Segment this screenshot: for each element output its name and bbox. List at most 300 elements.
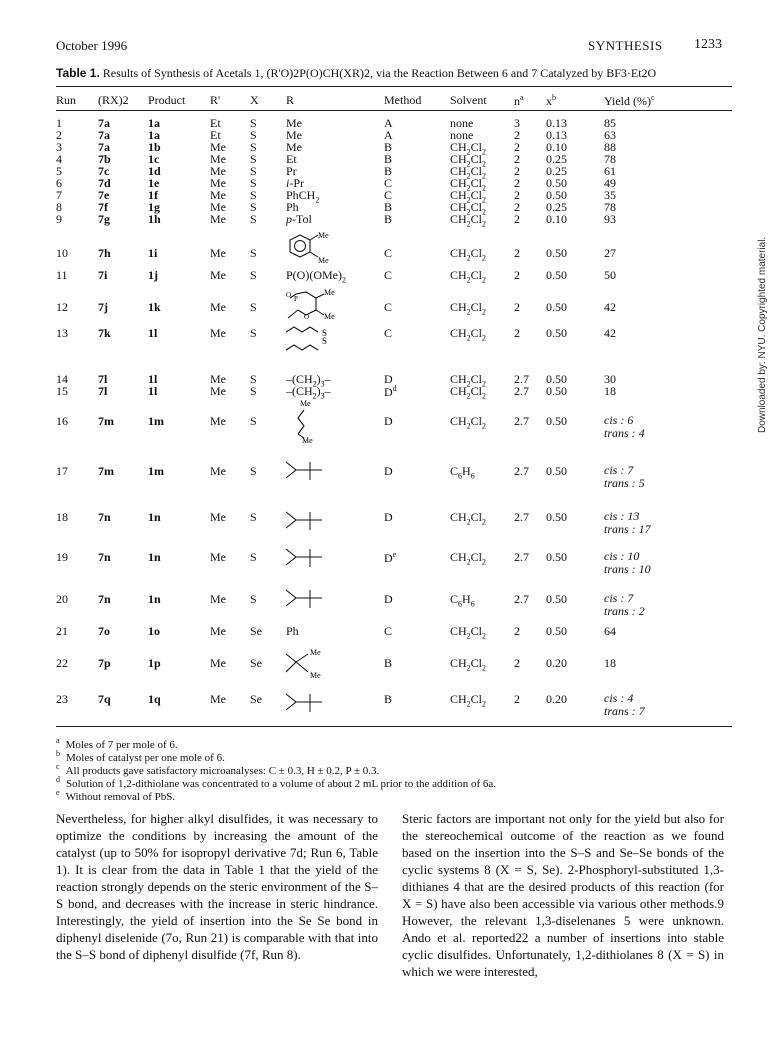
table-cell-solv: $C_6H_6$ [450,464,475,481]
table-cell-prod: 1m [148,464,164,478]
table-cell-yield: 88 [604,140,616,154]
column-header-label: Method [384,93,422,107]
running-header-date: October 1996 [56,38,128,53]
table-cell-n: 2.7 [514,414,529,428]
structure-label: O [286,291,292,299]
table-cell-x: S [250,200,257,214]
table-cell-run: 22 [56,656,68,670]
table-cell-rx: 7e [98,188,110,202]
table-cell-r: Me [286,128,302,142]
table-cell-xv: 0.20 [546,656,567,670]
table-cell-method: D [384,372,393,386]
footnote-mark: c [56,762,60,771]
table-cell-xv: 0.50 [546,510,567,524]
table-cell-x: Se [250,656,262,670]
table-cell-yield: 18 [604,656,616,670]
table-cell-yield: 93 [604,212,616,226]
structure-tbu-17 [284,458,328,484]
running-header-journal: SYNTHESIS [588,38,663,53]
table-cell-r: PhCH$_2$ [286,188,320,205]
table-cell-solv: $CH_2Cl_2$ [450,188,487,205]
table-cell-n: 2 [514,268,520,282]
table-cell-yield: 42 [604,300,616,314]
table-cell-method: C [384,268,393,282]
table-cell-n: 2 [514,164,520,178]
structure-label: Me [310,671,321,680]
table-cell-yield: 64 [604,624,616,638]
table-cell-run: 5 [56,164,62,178]
column-header: $x^b$ [546,93,556,108]
table-cell-x: Se [250,692,262,706]
table-cell-r: $P(O)(OMe)_2$ [286,268,346,285]
column-header-label: Yield (%) [604,94,651,108]
table-cell-solv: $CH_2Cl_2$ [450,152,487,169]
table-cell-prod: 1d [148,164,161,178]
table-cell-yield: 27 [604,246,616,260]
table-cell-yield: 61 [604,164,616,178]
table-cell-solv: $CH_2Cl_2$ [450,656,487,673]
column-header [210,93,220,108]
structure-tbu-18 [284,508,328,534]
table-cell-rp: Me [210,624,226,638]
column-header-label: R [286,93,295,107]
table-cell-rx: 7g [98,212,110,226]
footnote-text: Solution of 1,2-dithiolane was concentrated to a volume of about 2 mL prior to the addition of 6a. [66,777,497,790]
table-cell-rx: 7h [98,246,111,260]
table-cell-solv: $CH_2Cl_2$ [450,212,487,229]
table-cell-run: 3 [56,140,62,154]
table-cell-x: Se [250,624,262,638]
footnote-mark: e [56,788,60,797]
table-cell-run: 7 [56,188,62,202]
table-cell-xv: 0.50 [546,372,567,386]
table-cell-solv: $CH_2Cl_2$ [450,200,487,217]
table-head-rule [56,110,732,111]
table-cell-r: Ph [286,200,299,214]
structure-label: O [304,313,310,321]
structure-tbu-23 [284,690,328,716]
table-cell-n: 2 [514,176,520,190]
table-cell-yield: 42 [604,326,616,340]
table-cell-yield: 85 [604,116,616,130]
table-cell-rp: Me [210,372,226,386]
column-header [450,93,487,108]
table-cell-rx: 7d [98,176,111,190]
table-cell-yield: 35 [604,188,616,202]
table-cell-rp: Me [210,464,226,478]
table-cell-n: 2.7 [514,464,529,478]
table-cell-xv: 0.50 [546,550,567,564]
table-cell-r: Pr [286,164,297,178]
table-cell-run: 23 [56,692,68,706]
table-cell-yield: 30 [604,372,616,386]
table-cell-n: 2.7 [514,384,529,398]
table-cell-rx: 7n [98,592,111,606]
download-watermark: Downloaded by: NYU. Copyrighted material. [757,236,768,433]
table-cell-rp: Me [210,176,226,190]
table-cell-run: 1 [56,116,62,130]
table-cell-n: 2 [514,188,520,202]
table-cell-solv: $CH_2Cl_2$ [450,268,487,285]
table-cell-yield: 63 [604,128,616,142]
table-cell-xv: 0.50 [546,624,567,638]
table-cell-rx: 7n [98,550,111,564]
table-cell-n: 2 [514,128,520,142]
footnote-text: Moles of 7 per mole of 6. [65,738,178,751]
table-cell-rp: Me [210,268,226,282]
table-cell-xv: 0.50 [546,414,567,428]
table-cell-method: B [384,212,393,226]
table-cell-solv: $CH_2Cl_2$ [450,326,487,343]
table-caption [56,66,736,81]
table-cell-x: S [250,510,257,524]
footnote-mark: b [56,749,60,758]
table-cell-prod: 1h [148,212,161,226]
table-cell-rp: Me [210,246,226,260]
structure-dioxaphosphinane [284,288,338,322]
table-cell-x: S [250,372,257,386]
table-cell-method: De [384,550,397,565]
table-cell-rx: 7n [98,510,111,524]
column-header: $n^a$ [514,93,524,108]
table-cell-method: A [384,116,393,130]
table-cell-xv: 0.50 [546,268,567,282]
structure-label: Me [324,288,335,297]
footnote-text: Moles of catalyst per one mole of 6. [66,751,225,764]
table-cell-rp: Me [210,188,226,202]
table-cell-prod: 1n [148,550,161,564]
table-cell-x: S [250,414,257,428]
table-cell-method: C [384,326,393,340]
footnote-text: All products gave satisfactory microanalyses: C ± 0.3, H ± 0.2, P ± 0.3. [65,764,380,777]
table-caption-label: Table 1. [56,66,100,80]
table-cell-x: S [250,188,257,202]
structure-label: S [322,328,328,338]
table-cell-solv: none [450,116,474,130]
table-cell-n: 2.7 [514,510,529,524]
table-cell-prod: 1c [148,152,160,166]
table-cell-rp: Me [210,550,226,564]
footnote-mark: d [56,775,60,784]
table-cell-prod: 1o [148,624,160,638]
table-cell-xv: 0.50 [546,176,567,190]
table-cell-rx: 7a [98,128,110,142]
table-cell-solv: $CH_2Cl_2$ [450,140,487,157]
table-cell-method: B [384,164,393,178]
table-cell-r: p-Tol [286,212,312,226]
column-header-label: R' [210,93,221,107]
table-cell-prod: 1g [148,200,160,214]
table-cell-rp: Me [210,152,226,166]
table-cell-prod: 1q [148,692,161,706]
table-cell-method: C [384,624,393,638]
structure-tbu-20 [284,586,328,612]
table-cell-method: B [384,656,393,670]
table-cell-rp: Me [210,300,226,314]
column-header: Yield (%)$^c$ [604,93,655,108]
table-cell-solv: $CH_2Cl_2$ [450,164,487,181]
table-cell-x: S [250,550,257,564]
table-cell-method: D [384,464,393,478]
table-cell-xv: 0.50 [546,592,567,606]
table-cell-method: C [384,300,393,314]
table-cell-rp: Me [210,164,226,178]
table-cell-rp: Me [210,384,226,398]
table-cell-prod: 1l [148,326,158,340]
table-cell-n: 2 [514,624,520,638]
table-cell-rx: 7l [98,384,108,398]
table-cell-prod: 1b [148,140,161,154]
table-cell-run: 10 [56,246,68,260]
table-cell-n: 2 [514,326,520,340]
table-cell-r: Me [286,116,302,130]
table-cell-xv: 0.10 [546,212,567,226]
table-cell-n: 2.7 [514,592,529,606]
table-cell-run: 11 [56,268,68,282]
table-cell-n: 2 [514,152,520,166]
table-cell-xv: 0.50 [546,188,567,202]
table-cell-n: 2 [514,200,520,214]
table-cell-yield: cis : 7 trans : 2 [604,591,645,618]
column-header-label: X [250,93,259,107]
table-cell-rx: 7m [98,464,114,478]
table-cell-method: B [384,692,393,706]
body-text-right-column: Steric factors are important not only for the yield but also for the stereochemical outcome of the reaction as we found based on the insertion into the S–S and Se–Se bonds of the cyclic systems 8 (X = S, Se). 2-Phosphoryl-substituted 1,3-dithianes 4 that are the desired products of this reaction (for X = S) have also been accessible via various other methods.9 However, the relevant 1,3-diselenanes 5 were unknown. Ando et al. reported22 a number of insertions into stable cyclic disulfides. Unfortunately, 1,2-dithiolanes 8 (X = S) in which we were interested, [402,811,724,979]
column-header [286,93,294,108]
table-cell-rp: Me [210,326,226,340]
table-cell-xv: 0.20 [546,692,567,706]
table-cell-rx: 7c [98,164,110,178]
table-cell-x: S [250,384,257,398]
table-cell-method: B [384,152,393,166]
table-cell-rp: Me [210,140,226,154]
column-header-label: n [514,94,520,108]
table-caption-text: Results of Synthesis of Acetals 1, (R'O)2P(O)CH(XR)2, via the Reaction Between 6 and 7 Catalyzed by BF3·Et2O [102,66,657,80]
table-cell-method: B [384,140,393,154]
table-cell-x: S [250,128,257,142]
structure-label: Me [324,312,335,321]
table-cell-n: 2 [514,300,520,314]
table-cell-rx: 7l [98,372,108,386]
table-cell-yield: 50 [604,268,616,282]
column-header [148,93,185,108]
footnote-text: Without removal of PbS. [65,790,176,803]
table-cell-solv: $CH_2Cl_2$ [450,246,487,263]
table-cell-rx: 7f [98,200,108,214]
table-cell-r: $-(CH_2)_3-$ [286,384,331,401]
table-cell-xv: 0.10 [546,140,567,154]
table-cell-prod: 1k [148,300,161,314]
table-cell-x: S [250,212,257,226]
table-cell-yield: cis : 7 trans : 5 [604,463,645,490]
structure-label: P [294,295,298,303]
table-cell-prod: 1a [148,116,160,130]
table-cell-prod: 1e [148,176,160,190]
table-cell-rp: Me [210,510,226,524]
table-cell-rp: Me [210,656,226,670]
table-cell-x: S [250,152,257,166]
table-cell-method: $D^d$ [384,384,397,399]
structure-dimethylpropyl-22 [284,646,330,684]
table-cell-xv: 0.50 [546,464,567,478]
table-cell-run: 15 [56,384,68,398]
table-top-rule [56,86,732,87]
table-cell-yield: 78 [604,200,616,214]
table-cell-rx: 7p [98,656,111,670]
table-cell-rp: Et [210,116,221,130]
table-cell-x: S [250,164,257,178]
table-cell-yield: 49 [604,176,616,190]
structure-dithiolane-chains [284,322,344,356]
column-header-label: x [546,94,552,108]
table-cell-run: 18 [56,510,68,524]
table-cell-prod: 1f [148,188,158,202]
table-cell-n: 2 [514,692,520,706]
table-cell-prod: 1i [148,246,158,260]
table-cell-rx: 7a [98,116,110,130]
table-cell-yield: cis : 10 trans : 10 [604,549,651,576]
table-cell-prod: 1n [148,510,161,524]
table-bottom-rule [56,726,732,727]
footnote [56,788,175,803]
table-cell-solv: $CH_2Cl_2$ [450,176,487,193]
table-cell-xv: 0.50 [546,246,567,260]
table-cell-prod: 1m [148,414,164,428]
table-cell-rp: Me [210,414,226,428]
column-header-label: Solvent [450,93,487,107]
table-cell-rp: Et [210,128,221,142]
table-cell-xv: 0.25 [546,200,567,214]
table-cell-prod: 1p [148,656,161,670]
table-cell-run: 6 [56,176,62,190]
page-number: 1233 [694,37,722,52]
table-cell-rp: Me [210,692,226,706]
table-cell-rx: 7q [98,692,111,706]
table-cell-xv: 0.50 [546,300,567,314]
structure-tbu-19 [284,545,328,571]
table-cell-run: 4 [56,152,62,166]
table-cell-yield: 78 [604,152,616,166]
table-cell-r: Ph [286,624,299,638]
table-cell-x: S [250,246,257,260]
table-cell-run: 13 [56,326,68,340]
table-cell-method: C [384,188,393,202]
table-cell-yield: cis : 6 trans : 4 [604,413,645,440]
table-cell-xv: 0.25 [546,152,567,166]
table-cell-yield: 18 [604,384,616,398]
table-cell-method: C [384,176,393,190]
table-cell-rx: 7j [98,300,108,314]
table-cell-r: Me [286,140,302,154]
table-cell-yield: cis : 13 trans : 17 [604,509,651,536]
table-cell-n: 2 [514,656,520,670]
column-header [56,93,76,108]
table-cell-run: 21 [56,624,68,638]
structure-label: Me [318,256,329,265]
table-cell-x: S [250,176,257,190]
table-cell-run: 8 [56,200,62,214]
table-cell-xv: 0.50 [546,326,567,340]
structure-methylchain-16 [286,398,326,444]
table-cell-rp: Me [210,592,226,606]
table-cell-solv: $CH_2Cl_2$ [450,414,487,431]
table-cell-r: $-(CH_2)_3-$ [286,372,331,389]
table-cell-prod: 1a [148,128,160,142]
table-cell-solv: $CH_2Cl_2$ [450,550,487,567]
table-cell-run: 19 [56,550,68,564]
table-cell-x: S [250,326,257,340]
table-cell-n: 2 [514,212,520,226]
table-cell-rx: 7i [98,268,108,282]
table-cell-solv: none [450,128,474,142]
table-cell-solv: $CH_2Cl_2$ [450,510,487,527]
table-cell-run: 16 [56,414,68,428]
column-header [250,93,259,108]
table-cell-solv: $CH_2Cl_2$ [450,384,487,401]
table-cell-x: S [250,592,257,606]
column-header-label: (RX)2 [98,93,129,107]
structure-label: Me [318,232,329,240]
table-cell-rx: 7b [98,152,111,166]
table-cell-x: S [250,268,257,282]
table-cell-x: S [250,116,257,130]
table-cell-x: S [250,140,257,154]
structure-dimethylphenyl [282,232,332,266]
table-cell-r: i-Pr [286,176,305,190]
table-cell-method: C [384,246,393,260]
table-cell-rp: Me [210,200,226,214]
table-cell-xv: 0.13 [546,128,567,142]
table-cell-run: 9 [56,212,62,226]
structure-label: Me [310,648,321,657]
table-cell-method: A [384,128,393,142]
table-cell-n: 2 [514,140,520,154]
table-cell-rx: 7a [98,140,110,154]
table-cell-xv: 0.25 [546,164,567,178]
table-cell-x: S [250,464,257,478]
table-cell-rx: 7m [98,414,114,428]
column-header-label: Product [148,93,186,107]
table-cell-x: S [250,300,257,314]
table-cell-r: Et [286,152,297,166]
table-cell-solv: $CH_2Cl_2$ [450,692,487,709]
table-cell-rx: 7o [98,624,110,638]
table-cell-solv: $C_6H_6$ [450,592,475,609]
body-text-left-column: Nevertheless, for higher alkyl disulfides, it was necessary to optimize the conditions by increasing the amount of the catalyst (up to 50% for isopropyl derivative 7d; Run 6, Table 1). It is clear from the data in Table 1 that the yield of the reaction strongly depends on the steric environment of the S–S bond, and decreases with the increase in steric hindrance. Interestingly, the yield of insertion into the Se Se bond in diphenyl diselenide (7o, Run 21) is comparable with that into the S–S bond of diphenyl disulfide (7f, Run 8). [56,811,378,962]
structure-label: S [322,336,328,346]
table-cell-prod: 1l [148,384,158,398]
table-cell-xv: 0.13 [546,116,567,130]
footnote-mark: a [56,736,60,745]
column-header [98,93,129,108]
table-cell-run: 12 [56,300,68,314]
column-header [384,93,421,108]
table-cell-n: 2.7 [514,550,529,564]
table-cell-n: 2.7 [514,372,529,386]
table-cell-rx: 7k [98,326,111,340]
table-cell-run: 14 [56,372,68,386]
table-cell-method: D [384,592,393,606]
table-cell-prod: 1j [148,268,158,282]
table-cell-n: 2 [514,246,520,260]
table-cell-n: 3 [514,116,520,130]
structure-label: Me [300,399,311,408]
table-cell-method: D [384,414,393,428]
table-cell-xv: 0.50 [546,384,567,398]
table-cell-solv: $CH_2Cl_2$ [450,624,487,641]
table-cell-method: B [384,200,393,214]
table-cell-run: 2 [56,128,62,142]
